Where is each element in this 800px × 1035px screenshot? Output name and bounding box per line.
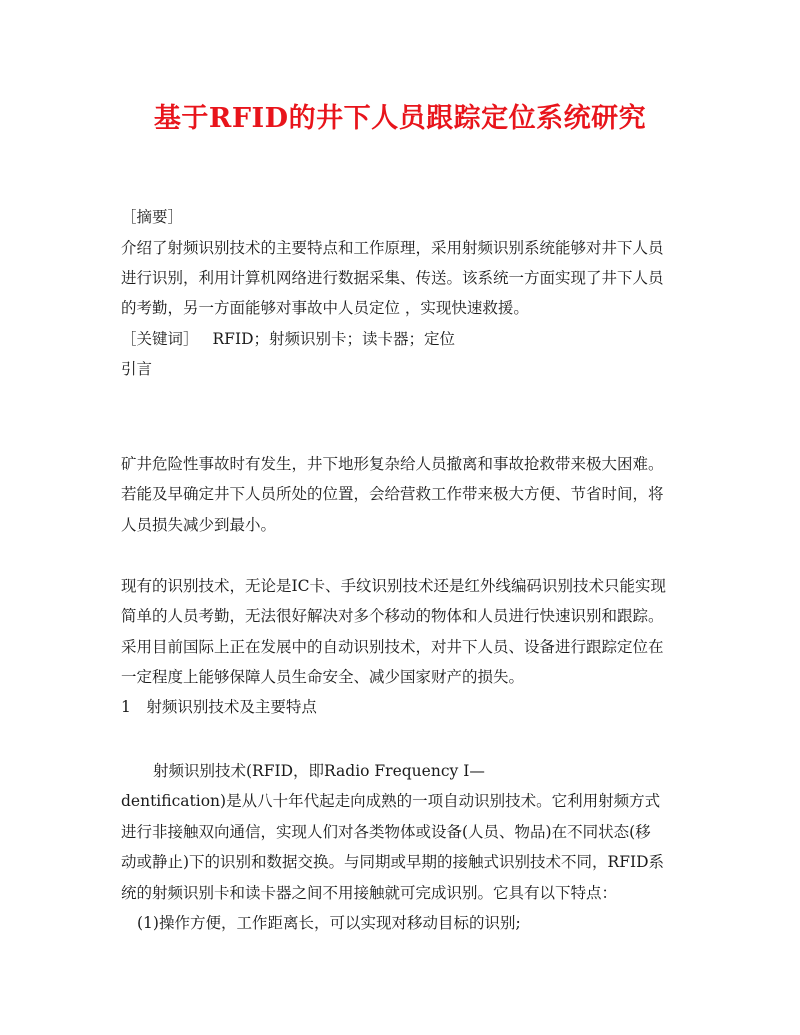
- abstract-line: 进行识别，利用计算机网络进行数据采集、传送。该系统一方面实现了井下人员: [121, 269, 664, 287]
- keywords-row: [121, 329, 681, 349]
- keywords-label: ［关键词］: [121, 330, 199, 348]
- paragraph-line: dentification)是从八十年代起走向成熟的一项自动识别技术。它利用射频方式: [121, 792, 661, 810]
- document-title: 基于RFID的井下人员跟踪定位系统研究: [153, 103, 647, 134]
- abstract-line: 介绍了射频识别技术的主要特点和工作原理，采用射频识别系统能够对井下人员: [121, 239, 664, 257]
- paragraph-line: 人员损失减少到最小。: [121, 516, 277, 534]
- paragraph-line: 现有的识别技术，无论是IC卡、手纹识别技术还是红外线编码识别技术只能实现: [121, 577, 666, 595]
- abstract-line: 的考勤，另一方面能够对事故中人员定位 ，实现快速救援。: [121, 299, 529, 317]
- abstract-label: ［摘要］: [121, 208, 184, 226]
- paragraph-line: 简单的人员考勤，无法很好解决对多个移动的物体和人员进行快速识别和跟踪。: [121, 607, 664, 625]
- keywords-value: RFID；射频识别卡；读卡器；定位: [212, 330, 455, 348]
- paragraph-line: 射频识别技术(RFID，即Radio Frequency I—: [153, 762, 485, 780]
- intro-heading: 引言: [121, 360, 153, 378]
- section-heading: 1 射频识别技术及主要特点: [121, 698, 317, 716]
- paragraph-line: 动或静止)下的识别和数据交换。与同期或早期的接触式识别技术不同，RFID系: [121, 853, 665, 871]
- paragraph-line: 一定程度上能够保障人员生命安全、减少国家财产的损失。: [121, 668, 525, 686]
- paragraph-line: 进行非接触双向通信，实现人们对各类物体或设备(人员、物品)在不同状态(移: [121, 823, 651, 841]
- feature-item: (1)操作方便，工作距离长，可以实现对移动目标的识别;: [137, 914, 521, 932]
- paragraph-line: 矿井危险性事故时有发生，井下地形复杂给人员撤离和事故抢救带来极大困难。: [121, 455, 664, 473]
- paragraph-line: 采用目前国际上正在发展中的自动识别技术，对井下人员、设备进行跟踪定位在: [121, 638, 664, 656]
- paragraph-line: 若能及早确定井下人员所处的位置，会给营救工作带来极大方便、节省时间，将: [121, 485, 664, 503]
- paragraph-line: 统的射频识别卡和读卡器之间不用接触就可完成识别。它具有以下特点：: [121, 884, 618, 902]
